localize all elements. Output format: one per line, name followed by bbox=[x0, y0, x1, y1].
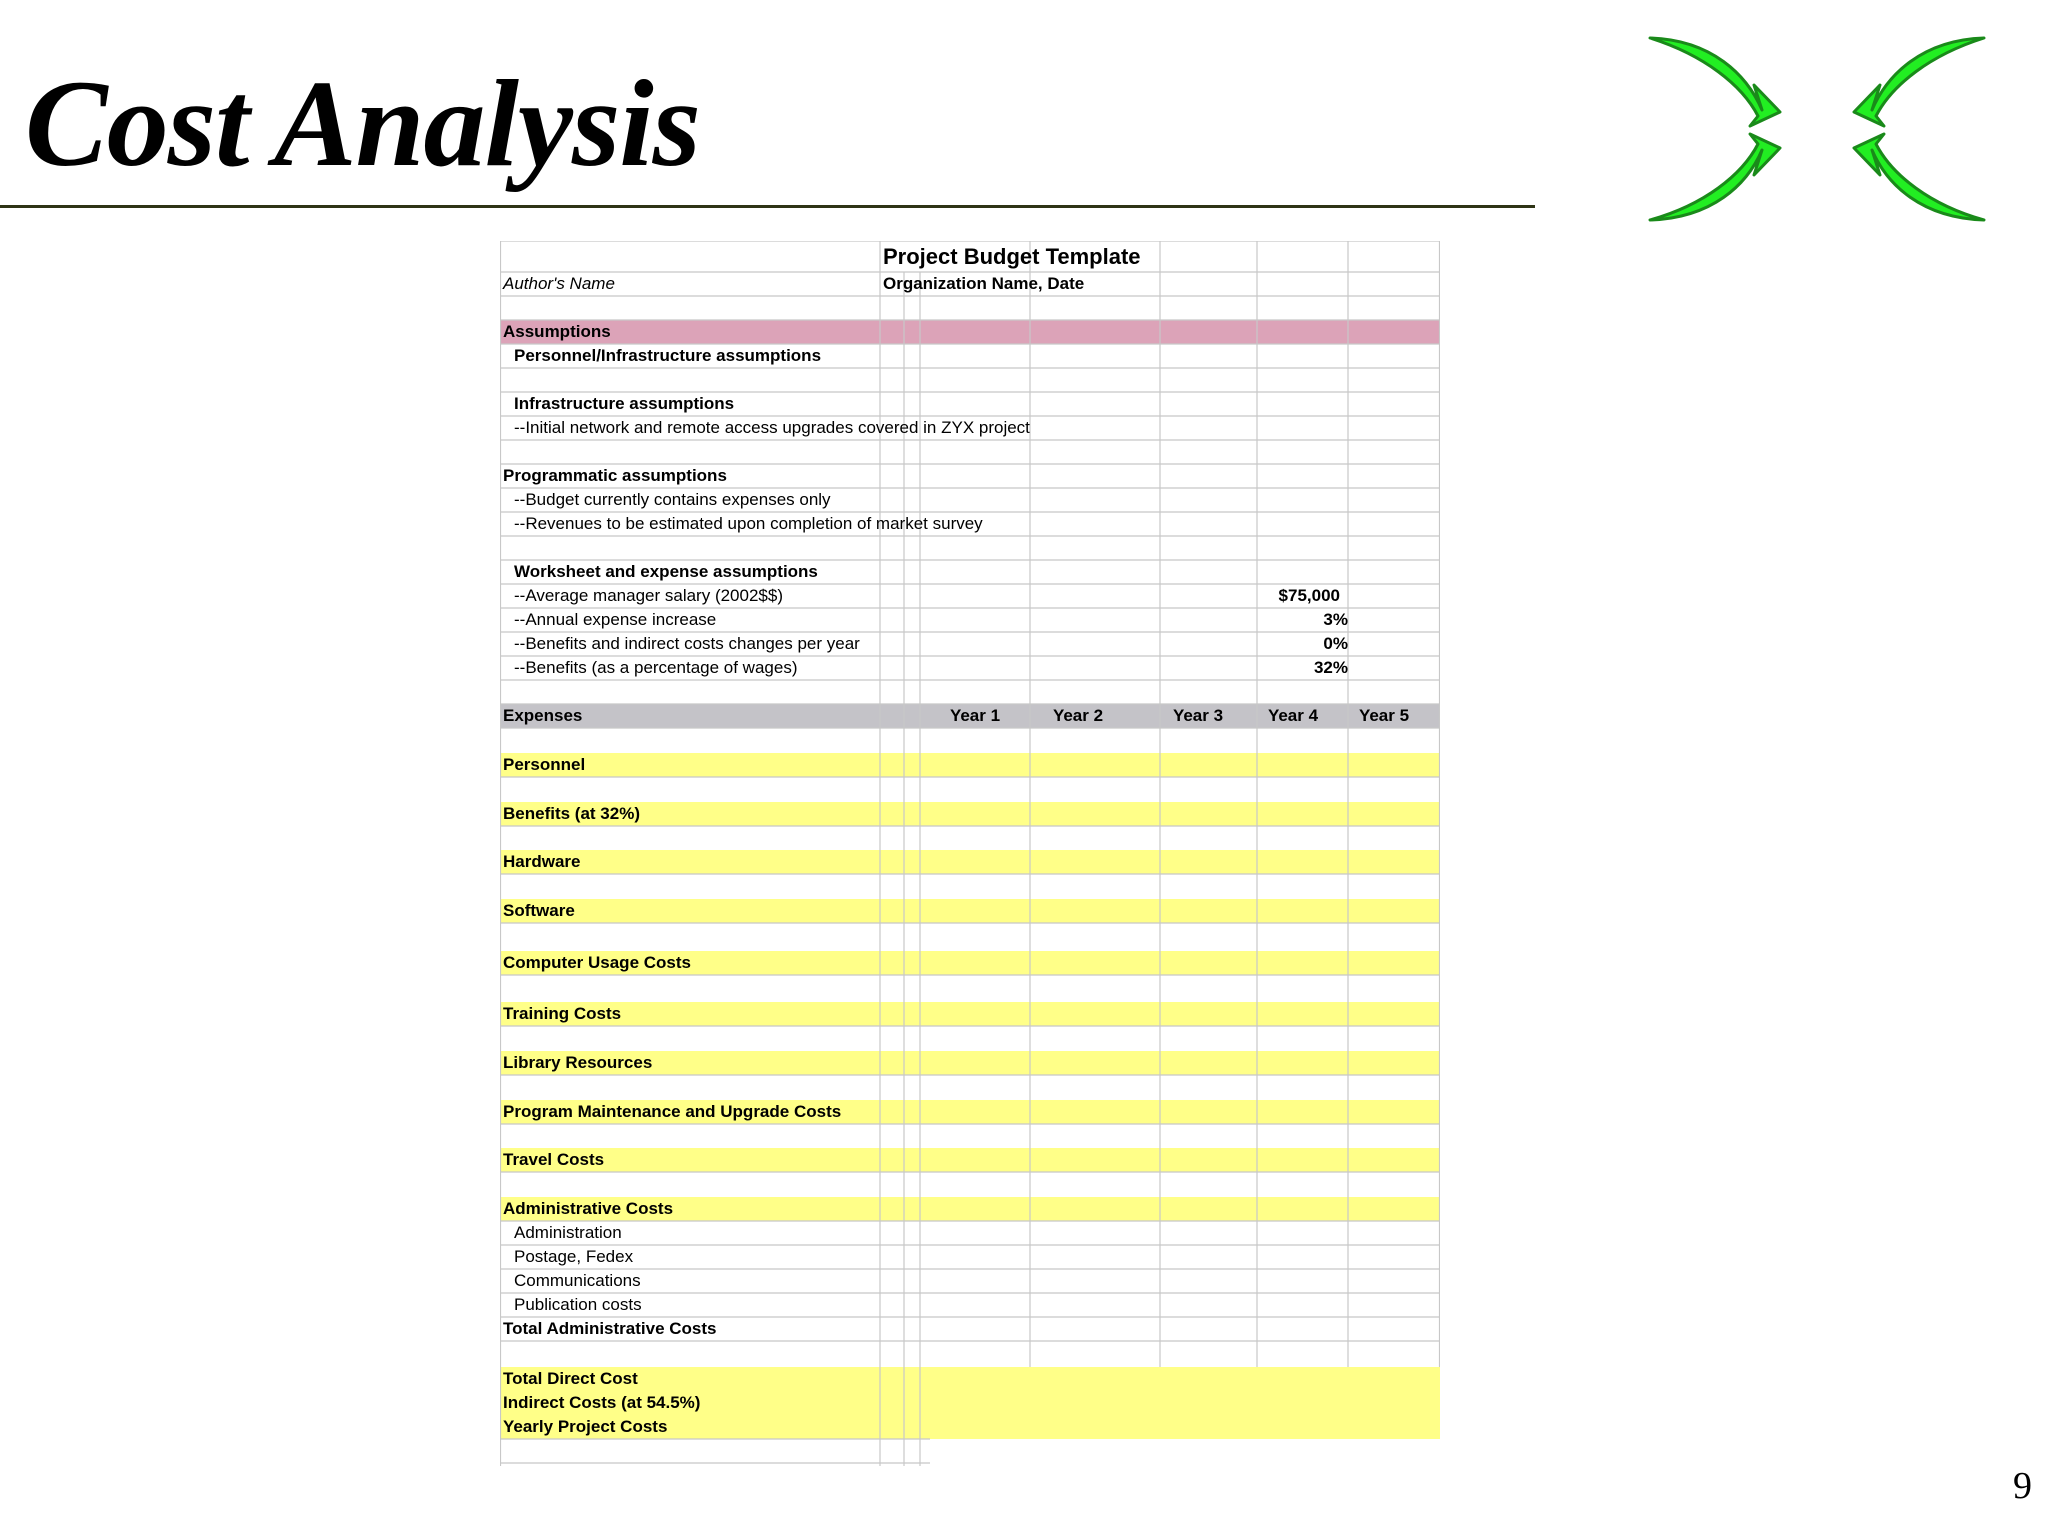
admin-item-publication: Publication costs bbox=[514, 1295, 642, 1314]
year-2-header: Year 2 bbox=[1052, 706, 1104, 725]
infrastructure-assumptions: Infrastructure assumptions bbox=[514, 394, 735, 413]
programmatic-assumptions: Programmatic assumptions bbox=[503, 466, 727, 485]
admin-item-communications: Communications bbox=[514, 1271, 641, 1290]
administrative-row: Administrative Costs bbox=[503, 1199, 674, 1218]
increase-value: 3% bbox=[1323, 610, 1348, 629]
green-arrows-logo-icon bbox=[1642, 30, 1992, 230]
programmatic-note-1: --Budget currently contains expenses only bbox=[514, 490, 831, 509]
title-divider bbox=[0, 205, 1535, 208]
personnel-infra-assumptions: Personnel/Infrastructure assumptions bbox=[514, 346, 822, 365]
total-admin-row: Total Administrative Costs bbox=[503, 1319, 717, 1338]
benefits-pct-label: --Benefits (as a percentage of wages) bbox=[514, 658, 798, 677]
hardware-row: Hardware bbox=[503, 852, 581, 871]
salary-value: $75,000 bbox=[1278, 586, 1340, 605]
organization-name: Organization Name, Date bbox=[883, 274, 1085, 293]
training-row: Training Costs bbox=[503, 1004, 622, 1023]
increase-label: --Annual expense increase bbox=[514, 610, 717, 629]
benefits-change-label: --Benefits and indirect costs changes per year bbox=[514, 634, 860, 653]
author-name: Author's Name bbox=[503, 274, 615, 293]
page-number: 9 bbox=[2013, 1465, 2032, 1507]
indirect-costs-row: Indirect Costs (at 54.5%) bbox=[503, 1393, 701, 1412]
budget-spreadsheet bbox=[500, 241, 1440, 1466]
benefits-change-value: 0% bbox=[1323, 634, 1348, 653]
sheet-heading: Project Budget Template bbox=[883, 244, 1141, 269]
year-1-header: Year 1 bbox=[949, 706, 1001, 725]
personnel-row: Personnel bbox=[503, 755, 586, 774]
yearly-costs-row: Yearly Project Costs bbox=[503, 1417, 668, 1436]
maintenance-row: Program Maintenance and Upgrade Costs bbox=[503, 1102, 842, 1121]
benefits-pct-value: 32% bbox=[1313, 658, 1348, 677]
admin-item-postage: Postage, Fedex bbox=[514, 1247, 634, 1266]
total-direct-row: Total Direct Cost bbox=[503, 1369, 638, 1388]
year-4-header: Year 4 bbox=[1267, 706, 1319, 725]
programmatic-note-2: --Revenues to be estimated upon completion of market survey bbox=[514, 514, 983, 533]
software-row: Software bbox=[503, 901, 575, 920]
salary-label: --Average manager salary (2002$$) bbox=[514, 586, 783, 605]
computer-usage-row: Computer Usage Costs bbox=[503, 953, 691, 972]
admin-item-administration: Administration bbox=[514, 1223, 622, 1242]
worksheet-assumptions: Worksheet and expense assumptions bbox=[514, 562, 818, 581]
travel-row: Travel Costs bbox=[503, 1150, 605, 1169]
library-row: Library Resources bbox=[503, 1053, 653, 1072]
expenses-label: Expenses bbox=[503, 706, 583, 725]
year-5-header: Year 5 bbox=[1358, 706, 1410, 725]
assumptions-label: Assumptions bbox=[503, 322, 611, 341]
slide-title: Cost Analysis bbox=[25, 55, 700, 192]
infrastructure-note: --Initial network and remote access upgrades covered in ZYX project bbox=[514, 418, 1030, 437]
benefits-row: Benefits (at 32%) bbox=[503, 804, 640, 823]
year-3-header: Year 3 bbox=[1172, 706, 1224, 725]
